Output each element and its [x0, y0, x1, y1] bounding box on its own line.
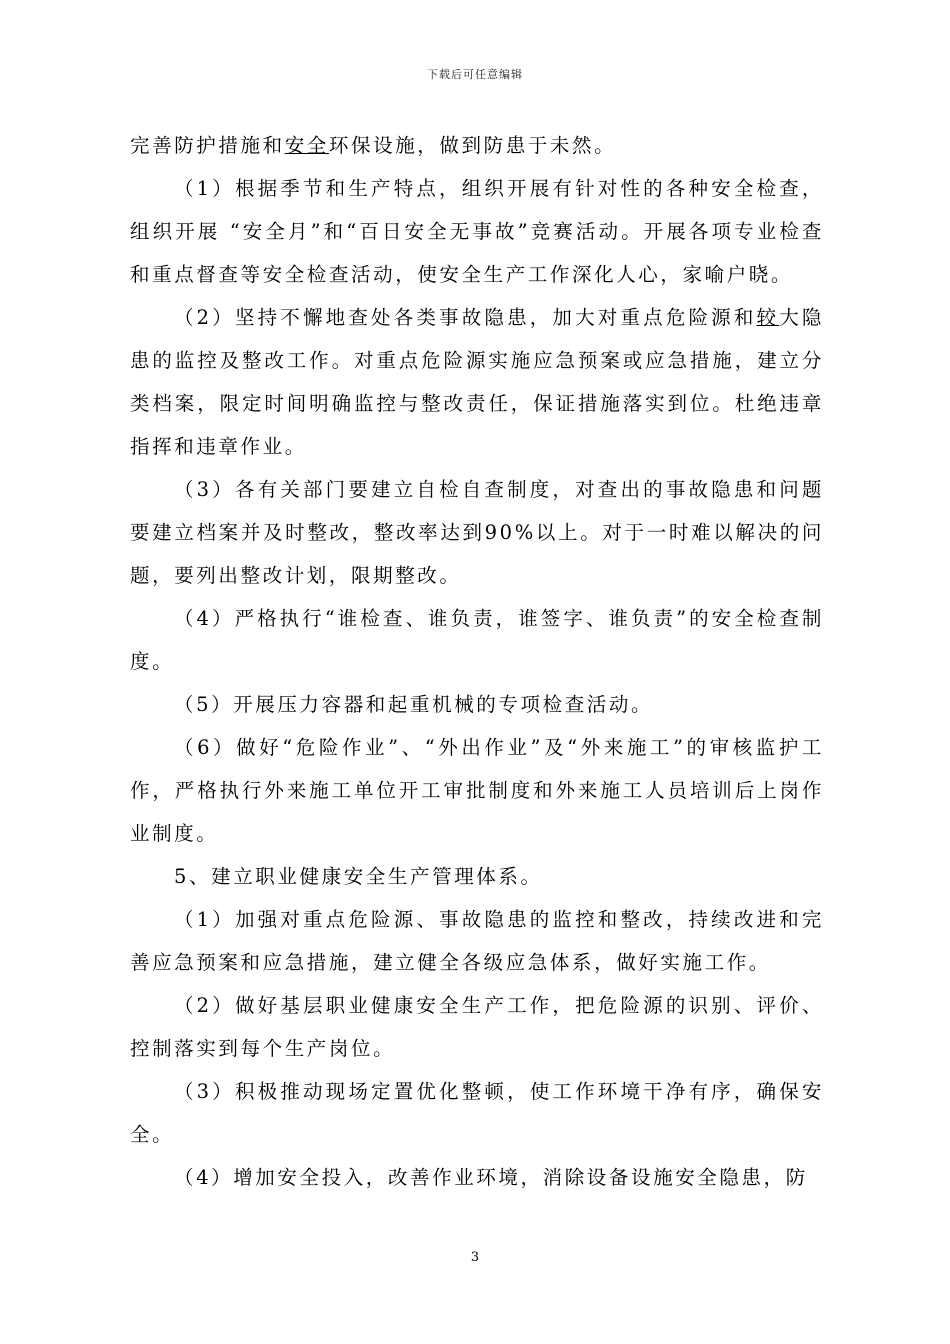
underlined-text: 安全 [284, 134, 329, 157]
page-header: 下载后可任意编辑 [427, 68, 523, 81]
paragraph-9: （1）加强对重点危险源、事故隐患的监控和整改，持续改进和完善应急预案和应急措施，建立健全各级应急体系，做好实施工作。 [130, 908, 824, 974]
paragraph-1: 完善防护措施和安全环保设施，做到防患于未然。 [130, 134, 617, 157]
paragraph-12: （4）增加安全投入，改善作业环境，消除设备设施安全隐患，防 [174, 1166, 808, 1189]
document-body [130, 124, 824, 1199]
paragraph-3: （2）坚持不懈地查处各类事故隐患，加大对重点危险源和较大隐患的监控及整改工作。对重点危险源实施应急预案或应急措施，建立分类档案，限定时间明确监控与整改责任，保证措施落实到位。杜绝违章指挥和违章作业。 [130, 306, 824, 458]
paragraph-6: （5）开展压力容器和起重机械的专项检查活动。 [174, 693, 654, 716]
paragraph-2: （1）根据季节和生产特点，组织开展有针对性的各种安全检查，组织开展 “安全月”和“百日安全无事故”竞赛活动。开展各项专业检查和重点督查等安全检查活动，使安全生产工作深化人心，家喻户晓。 [130, 177, 824, 286]
page-number: 3 [470, 1250, 480, 1265]
paragraph-11: （3）积极推动现场定置优化整顿，使工作环境干净有序，确保安全。 [130, 1080, 824, 1146]
section-heading-5: 5、建立职业健康安全生产管理体系。 [174, 865, 543, 888]
paragraph-10: （2）做好基层职业健康安全生产工作，把危险源的识别、评价、控制落实到每个生产岗位。 [130, 994, 824, 1060]
paragraph-5: （4）严格执行“谁检查、谁负责，谁签字、谁负责”的安全检查制度。 [130, 607, 824, 673]
paragraph-4: （3）各有关部门要建立自检自查制度，对查出的事故隐患和问题要建立档案并及时整改，整改率达到90%以上。对于一时难以解决的问题，要列出整改计划，限期整改。 [130, 478, 824, 587]
paragraph-7: （6）做好“危险作业”、“外出作业”及“外来施工”的审核监护工作，严格执行外来施工单位开工审批制度和外来施工人员培训后上岗作业制度。 [130, 736, 824, 845]
underlined-text: 较 [756, 306, 780, 329]
